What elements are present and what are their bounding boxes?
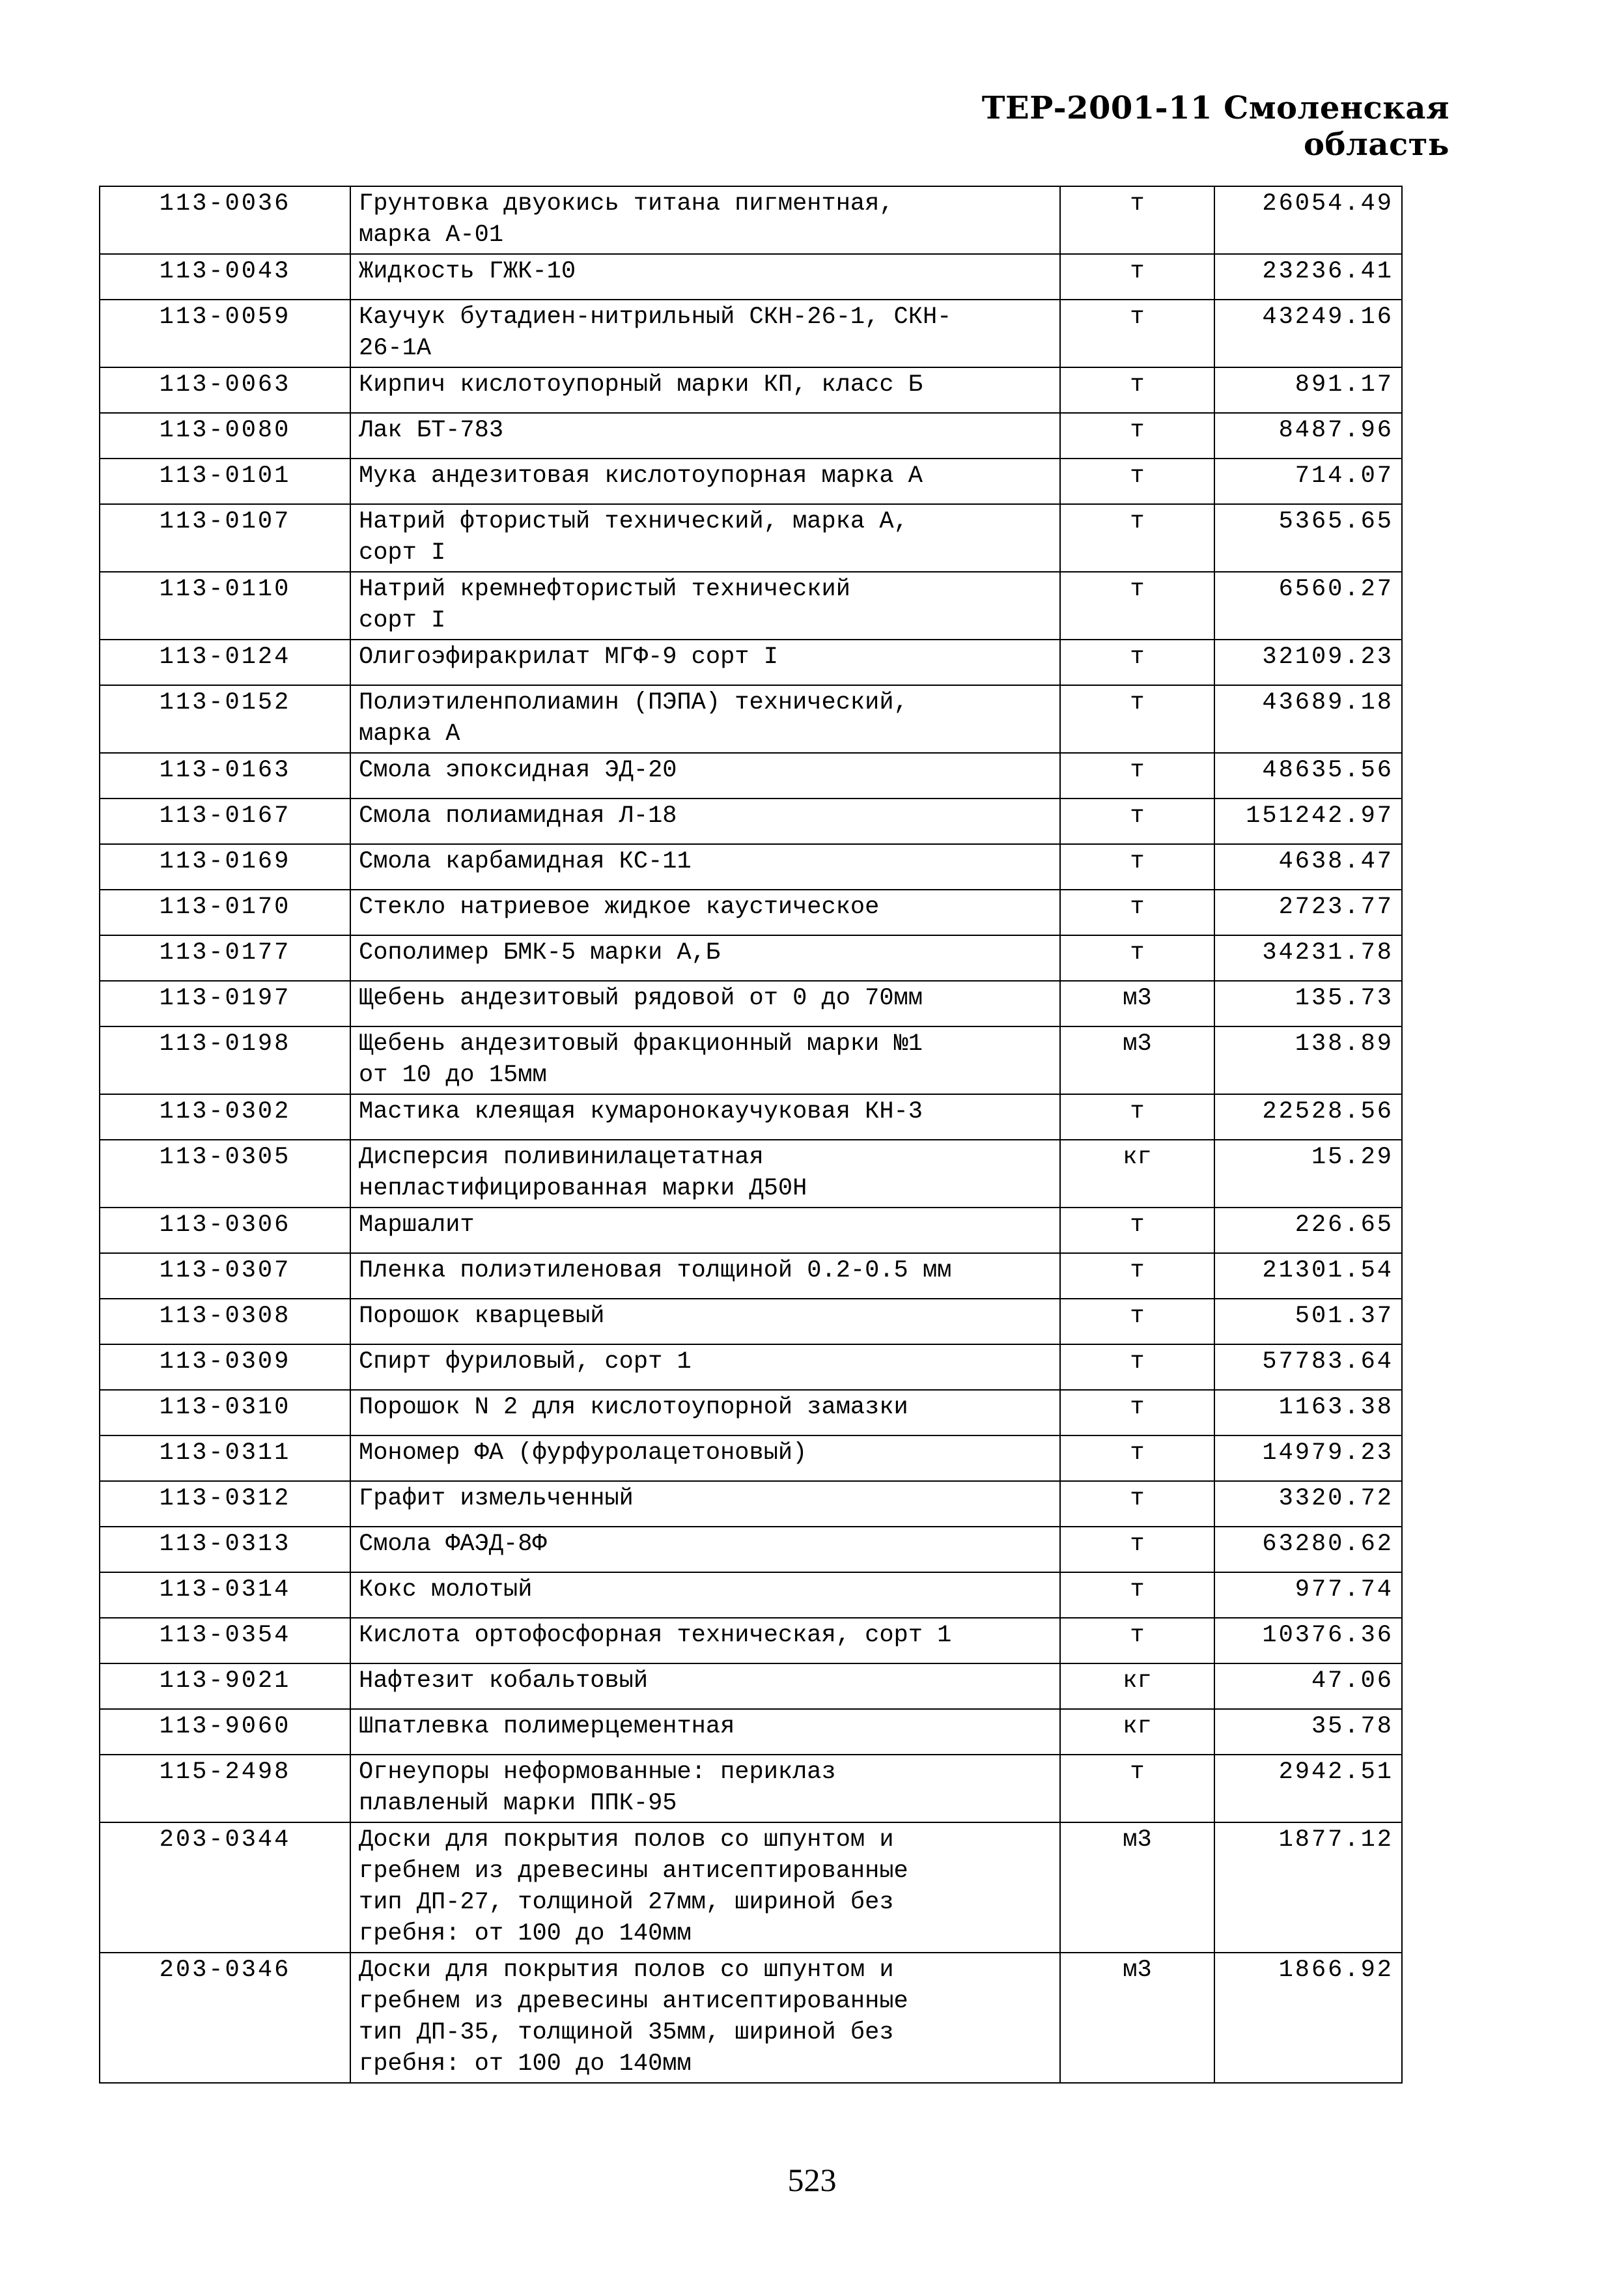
unit-price: 47.06 [1214, 1663, 1402, 1709]
unit-of-measure: т [1060, 572, 1214, 640]
material-name: Доски для покрытия полов со шпунтом и гребнем из древесины антисептированные тип ДП-27, толщиной 27мм, шириной без гребня: от 100 до 140мм [350, 1822, 1060, 1953]
material-name: Доски для покрытия полов со шпунтом и гребнем из древесины антисептированные тип ДП-35, толщиной 35мм, шириной без гребня: от 100 до 140мм [350, 1953, 1060, 2083]
material-code: 113-0314 [100, 1572, 350, 1618]
table-row [100, 640, 1402, 685]
table-row [100, 413, 1402, 459]
table-row [100, 367, 1402, 413]
table-row [100, 753, 1402, 799]
material-code: 113-0063 [100, 367, 350, 413]
material-code: 113-0177 [100, 935, 350, 981]
material-code: 113-0305 [100, 1140, 350, 1208]
table-row [100, 1208, 1402, 1253]
material-name: Щебень андезитовый рядовой от 0 до 70мм [350, 981, 1060, 1026]
unit-price: 26054.49 [1214, 186, 1402, 254]
material-name: Смола эпоксидная ЭД-20 [350, 753, 1060, 799]
table-row [100, 300, 1402, 367]
material-code: 113-0309 [100, 1344, 350, 1390]
price-table-body [100, 186, 1402, 2083]
unit-price: 57783.64 [1214, 1344, 1402, 1390]
table-row [100, 572, 1402, 640]
material-code: 113-0107 [100, 504, 350, 572]
material-code: 113-9060 [100, 1709, 350, 1755]
unit-price: 8487.96 [1214, 413, 1402, 459]
unit-price: 891.17 [1214, 367, 1402, 413]
unit-price: 63280.62 [1214, 1527, 1402, 1572]
material-code: 113-0354 [100, 1618, 350, 1663]
table-row [100, 1663, 1402, 1709]
unit-price: 43689.18 [1214, 685, 1402, 753]
table-row [100, 1618, 1402, 1663]
material-name: Мастика клеящая кумаронокаучуковая КН-3 [350, 1094, 1060, 1140]
unit-price: 977.74 [1214, 1572, 1402, 1618]
table-row [100, 1572, 1402, 1618]
material-name: Полиэтиленполиамин (ПЭПА) технический, марка А [350, 685, 1060, 753]
material-code: 113-0308 [100, 1299, 350, 1344]
unit-of-measure: т [1060, 935, 1214, 981]
material-code: 113-0043 [100, 254, 350, 300]
unit-price: 135.73 [1214, 981, 1402, 1026]
unit-of-measure: кг [1060, 1140, 1214, 1208]
material-name: Лак БТ-783 [350, 413, 1060, 459]
table-row [100, 459, 1402, 504]
material-name: Смола ФАЭД-8Ф [350, 1527, 1060, 1572]
unit-of-measure: т [1060, 844, 1214, 890]
material-code: 113-0197 [100, 981, 350, 1026]
unit-price: 6560.27 [1214, 572, 1402, 640]
unit-of-measure: м3 [1060, 1026, 1214, 1094]
material-code: 113-9021 [100, 1663, 350, 1709]
table-row [100, 1026, 1402, 1094]
table-row [100, 1299, 1402, 1344]
unit-price: 1866.92 [1214, 1953, 1402, 2083]
table-row [100, 1481, 1402, 1527]
table-row [100, 981, 1402, 1026]
unit-of-measure: м3 [1060, 1822, 1214, 1953]
material-name: Каучук бутадиен-нитрильный СКН-26-1, СКН- 26-1А [350, 300, 1060, 367]
unit-of-measure: т [1060, 890, 1214, 935]
unit-of-measure: т [1060, 1527, 1214, 1572]
unit-of-measure: т [1060, 1208, 1214, 1253]
material-code: 113-0036 [100, 186, 350, 254]
table-row [100, 1253, 1402, 1299]
table-row [100, 685, 1402, 753]
unit-of-measure: т [1060, 1618, 1214, 1663]
table-row [100, 1140, 1402, 1208]
table-row [100, 799, 1402, 844]
unit-price: 34231.78 [1214, 935, 1402, 981]
material-name: Мономер ФА (фурфуролацетоновый) [350, 1435, 1060, 1481]
unit-of-measure: т [1060, 367, 1214, 413]
unit-price: 43249.16 [1214, 300, 1402, 367]
material-name: Спирт фуриловый, сорт 1 [350, 1344, 1060, 1390]
unit-of-measure: т [1060, 413, 1214, 459]
material-name: Шпатлевка полимерцементная [350, 1709, 1060, 1755]
material-name: Графит измельченный [350, 1481, 1060, 1527]
material-code: 113-0110 [100, 572, 350, 640]
material-name: Порошок N 2 для кислотоупорной замазки [350, 1390, 1060, 1435]
unit-of-measure: м3 [1060, 981, 1214, 1026]
material-name: Пленка полиэтиленовая толщиной 0.2-0.5 мм [350, 1253, 1060, 1299]
unit-of-measure: кг [1060, 1709, 1214, 1755]
unit-of-measure: т [1060, 1253, 1214, 1299]
table-row [100, 1953, 1402, 2083]
unit-of-measure: т [1060, 1481, 1214, 1527]
unit-of-measure: кг [1060, 1663, 1214, 1709]
unit-price: 501.37 [1214, 1299, 1402, 1344]
table-row [100, 1527, 1402, 1572]
unit-of-measure: т [1060, 799, 1214, 844]
table-row [100, 1390, 1402, 1435]
table-row [100, 1822, 1402, 1953]
material-code: 113-0306 [100, 1208, 350, 1253]
material-name: Натрий фтористый технический, марка А, сорт I [350, 504, 1060, 572]
material-code: 113-0307 [100, 1253, 350, 1299]
unit-price: 14979.23 [1214, 1435, 1402, 1481]
table-row [100, 254, 1402, 300]
unit-of-measure: м3 [1060, 1953, 1214, 2083]
table-row [100, 186, 1402, 254]
material-name: Дисперсия поливинилацетатная непластифицированная марки Д50Н [350, 1140, 1060, 1208]
table-row [100, 1344, 1402, 1390]
unit-of-measure: т [1060, 1094, 1214, 1140]
material-name: Жидкость ГЖК-10 [350, 254, 1060, 300]
unit-price: 48635.56 [1214, 753, 1402, 799]
unit-price: 138.89 [1214, 1026, 1402, 1094]
material-code: 113-0124 [100, 640, 350, 685]
material-code: 113-0302 [100, 1094, 350, 1140]
material-code: 113-0059 [100, 300, 350, 367]
unit-price: 1163.38 [1214, 1390, 1402, 1435]
unit-price: 4638.47 [1214, 844, 1402, 890]
unit-price: 1877.12 [1214, 1822, 1402, 1953]
unit-price: 5365.65 [1214, 504, 1402, 572]
unit-of-measure: т [1060, 1299, 1214, 1344]
material-code: 113-0311 [100, 1435, 350, 1481]
table-row [100, 890, 1402, 935]
material-name: Огнеупоры неформованные: периклаз плавленый марки ППК-95 [350, 1755, 1060, 1822]
material-name: Щебень андезитовый фракционный марки №1 от 10 до 15мм [350, 1026, 1060, 1094]
unit-price: 35.78 [1214, 1709, 1402, 1755]
unit-price: 22528.56 [1214, 1094, 1402, 1140]
unit-price: 3320.72 [1214, 1481, 1402, 1527]
material-name: Натрий кремнефтористый технический сорт I [350, 572, 1060, 640]
unit-price: 23236.41 [1214, 254, 1402, 300]
material-name: Грунтовка двуокись титана пигментная, марка А-01 [350, 186, 1060, 254]
material-name: Порошок кварцевый [350, 1299, 1060, 1344]
material-name: Стекло натриевое жидкое каустическое [350, 890, 1060, 935]
unit-price: 2942.51 [1214, 1755, 1402, 1822]
page-header: ТЕР-2001-11 Смоленская область [981, 90, 1449, 163]
material-code: 113-0152 [100, 685, 350, 753]
unit-of-measure: т [1060, 254, 1214, 300]
material-name: Сополимер БМК-5 марки А,Б [350, 935, 1060, 981]
table-row [100, 1435, 1402, 1481]
material-code: 113-0312 [100, 1481, 350, 1527]
material-code: 203-0346 [100, 1953, 350, 2083]
material-code: 113-0169 [100, 844, 350, 890]
price-table [99, 186, 1403, 2084]
table-row [100, 504, 1402, 572]
material-code: 113-0310 [100, 1390, 350, 1435]
material-name: Кирпич кислотоупорный марки КП, класс Б [350, 367, 1060, 413]
unit-of-measure: т [1060, 300, 1214, 367]
unit-price: 714.07 [1214, 459, 1402, 504]
material-name: Кокс молотый [350, 1572, 1060, 1618]
unit-price: 2723.77 [1214, 890, 1402, 935]
table-row [100, 1755, 1402, 1822]
unit-price: 21301.54 [1214, 1253, 1402, 1299]
unit-of-measure: т [1060, 640, 1214, 685]
material-code: 113-0080 [100, 413, 350, 459]
unit-price: 10376.36 [1214, 1618, 1402, 1663]
material-name: Смола карбамидная КС-11 [350, 844, 1060, 890]
material-code: 113-0167 [100, 799, 350, 844]
material-name: Смола полиамидная Л-18 [350, 799, 1060, 844]
unit-of-measure: т [1060, 1435, 1214, 1481]
unit-of-measure: т [1060, 1572, 1214, 1618]
material-name: Мука андезитовая кислотоупорная марка А [350, 459, 1060, 504]
material-name: Нафтезит кобальтовый [350, 1663, 1060, 1709]
unit-of-measure: т [1060, 504, 1214, 572]
unit-price: 226.65 [1214, 1208, 1402, 1253]
table-row [100, 935, 1402, 981]
material-code: 113-0313 [100, 1527, 350, 1572]
table-row [100, 1709, 1402, 1755]
material-name: Олигоэфиракрилат МГФ-9 сорт I [350, 640, 1060, 685]
unit-of-measure: т [1060, 1755, 1214, 1822]
unit-price: 151242.97 [1214, 799, 1402, 844]
unit-of-measure: т [1060, 1390, 1214, 1435]
unit-of-measure: т [1060, 685, 1214, 753]
table-row [100, 1094, 1402, 1140]
unit-of-measure: т [1060, 459, 1214, 504]
unit-of-measure: т [1060, 1344, 1214, 1390]
material-code: 113-0170 [100, 890, 350, 935]
material-code: 113-0198 [100, 1026, 350, 1094]
unit-price: 15.29 [1214, 1140, 1402, 1208]
page-number: 523 [787, 2162, 837, 2198]
material-code: 113-0101 [100, 459, 350, 504]
material-name: Маршалит [350, 1208, 1060, 1253]
material-code: 115-2498 [100, 1755, 350, 1822]
table-row [100, 844, 1402, 890]
material-code: 203-0344 [100, 1822, 350, 1953]
unit-of-measure: т [1060, 186, 1214, 254]
unit-of-measure: т [1060, 753, 1214, 799]
material-name: Кислота ортофосфорная техническая, сорт 1 [350, 1618, 1060, 1663]
unit-price: 32109.23 [1214, 640, 1402, 685]
material-code: 113-0163 [100, 753, 350, 799]
